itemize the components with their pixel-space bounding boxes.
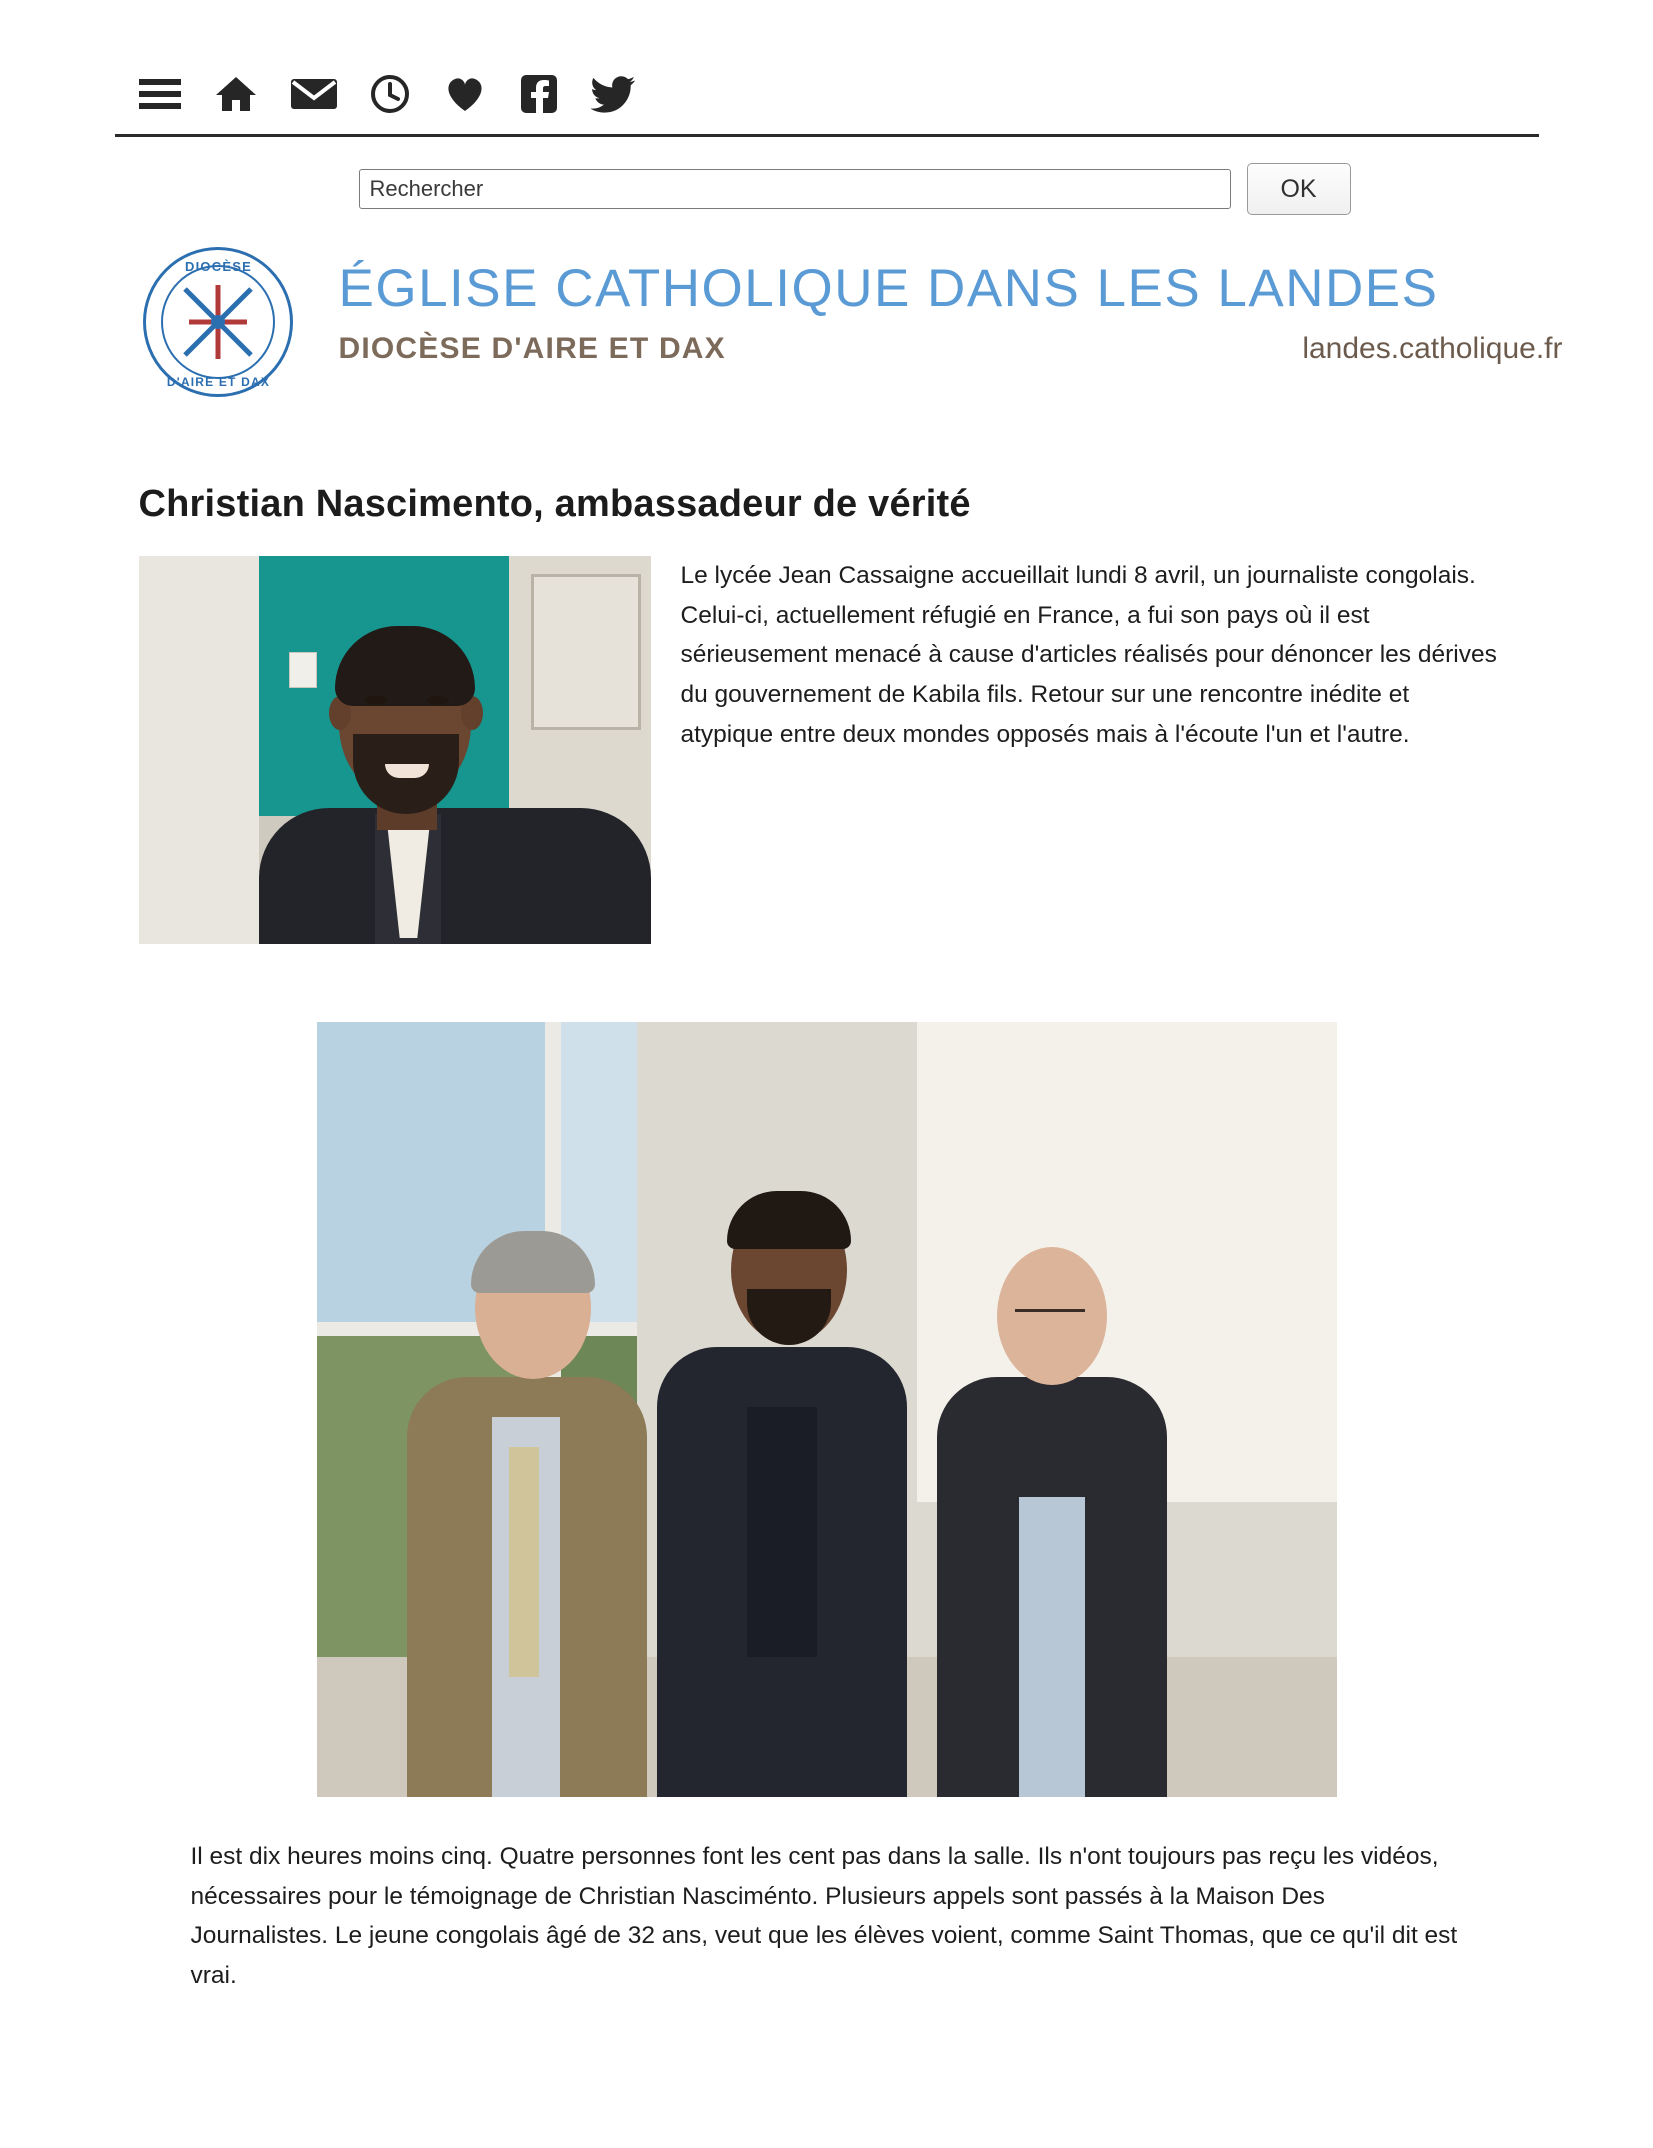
site-title: ÉGLISE CATHOLIQUE DANS LES LANDES [338,259,1439,318]
logo-top-text: DIOCÈSE [185,259,252,274]
diocese-logo[interactable] [139,243,299,403]
search-submit-button[interactable]: OK [1247,163,1351,215]
site-url: landes.catholique.fr [1302,332,1563,366]
logo-cross-icon [175,279,261,365]
home-icon[interactable] [215,75,257,113]
article-body-text: Il est dix heures moins cinq. Quatre personnes font les cent pas dans la salle. Ils n'ont toujours pas reçu les vidéos, nécessaires pour le témoignage de Christian Nasciménto. Plusieurs appels sont passés à la Maison Des Journalistes. Le jeune congolais âgé de 32 ans, veut que les élèves voient, comme Saint Thomas, que ce qu'il dit est vrai. [190,1843,1458,1990]
article-lead-block [139,556,1515,944]
page-title: Christian Nascimento, ambassadeur de vérité [138,483,971,525]
twitter-icon[interactable] [591,75,635,113]
site-masthead [87,223,1567,393]
page-content [87,0,1567,1996]
logo-bottom-text: D'AIRE ET DAX [166,375,271,389]
top-icon-bar [87,58,1567,130]
menu-icon[interactable] [139,77,181,111]
article-lead-text: Le lycée Jean Cassaigne accueillait lundi 8 avril, un journaliste congolais. Celui-ci, actuellement réfugié en France, a fui son pays où il est sérieusement menacé à cause d'articles réalisés pour dénoncer les dérives du gouvernement de Kabila fils. Retour sur une rencontre inédite et atypique entre deux mondes opposés mais à l'écoute l'un et l'autre. [680,562,1497,748]
clock-icon[interactable] [371,75,409,113]
heart-icon[interactable] [443,75,487,113]
article [87,393,1567,1996]
group-photo [317,1022,1337,1797]
person-left [397,1237,657,1797]
masthead-texts [339,248,1567,398]
person-center [647,1197,917,1797]
search-bar [359,137,1567,223]
person-right [927,1237,1177,1797]
portrait-photo [139,556,651,944]
site-subtitle: DIOCÈSE D'AIRE ET DAX [338,332,726,366]
search-input[interactable] [359,169,1231,209]
mail-icon[interactable] [291,77,337,111]
facebook-icon[interactable] [521,75,557,113]
